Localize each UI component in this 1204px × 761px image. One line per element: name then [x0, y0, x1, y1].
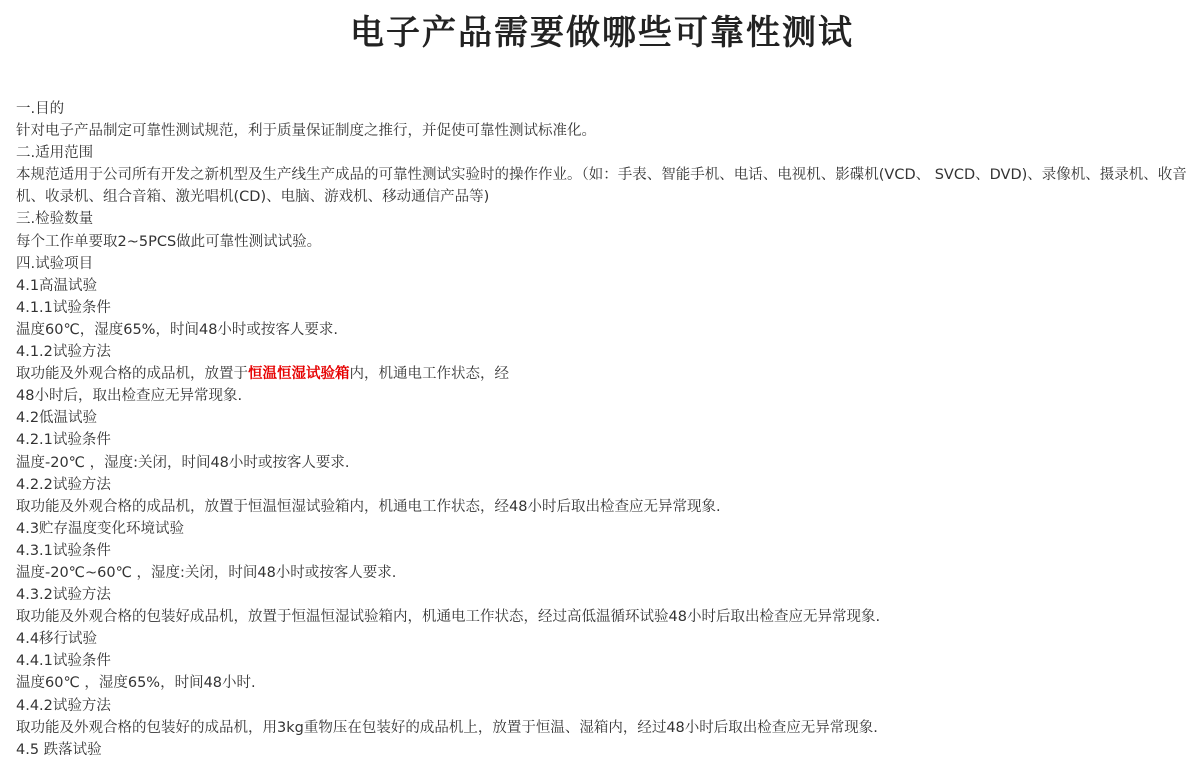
test-text-method-continued: 48小时后，取出检查应无异常现象. [16, 388, 243, 405]
test-heading-high-temp: 4.1高温试验 [16, 277, 98, 294]
test-subheading-method: 4.1.2试验方法 [16, 344, 111, 361]
test-text-method [16, 363, 1191, 385]
test-subheading-conditions: 4.4.1试验条件 [16, 653, 111, 670]
test-text-conditions: 温度-20℃ ，湿度:关闭，时间48小时或按客人要求. [16, 454, 350, 471]
section-text-quantity: 每个工作单要取2~5PCS做此可靠性测试试验。 [16, 233, 322, 250]
test-subheading-method: 4.2.2试验方法 [16, 476, 111, 493]
test-subheading-method: 4.4.2试验方法 [16, 697, 111, 714]
section-heading-test-items: 四.试验项目 [16, 255, 94, 272]
test-subheading-conditions: 4.1.1试验条件 [16, 299, 111, 316]
section-text-scope: 本规范适用于公司所有开发之新机型及生产线生产成品的可靠性测试实验时的操作作业。（如：手表、智能手机、电话、电视机、影碟机(VCD、 SVCD、DVD)、录像机、摄录机、收音机、收录机、组合音箱、激光唱机(CD)、电脑、游戏机、移动通信产品等) [16, 167, 1187, 206]
method-text-before-link: 取功能及外观合格的成品机，放置于 [16, 366, 248, 383]
test-text-conditions: 温度60℃ ，湿度65%，时间48小时. [16, 675, 256, 692]
section-heading-quantity: 三.检验数量 [16, 211, 94, 228]
section-heading-scope: 二.适用范围 [16, 145, 94, 162]
test-text-method: 取功能及外观合格的成品机，放置于恒温恒湿试验箱内，机通电工作状态，经48小时后取出检查应无异常现象. [16, 498, 721, 515]
method-text-after-link: 内，机通电工作状态，经 [349, 366, 509, 383]
test-text-conditions: 温度60℃，湿度65%，时间48小时或按客人要求. [16, 321, 339, 338]
test-subheading-conditions: 4.3.1试验条件 [16, 542, 111, 559]
test-text-method: 取功能及外观合格的包装好成品机，放置于恒温恒湿试验箱内，机通电工作状态，经过高低温循环试验48小时后取出检查应无异常现象. [16, 609, 881, 626]
test-subheading-conditions: 4.2.1试验条件 [16, 432, 111, 449]
test-heading-storage-temp-change: 4.3贮存温度变化环境试验 [16, 520, 185, 537]
page-title: 电子产品需要做哪些可靠性测试 [350, 13, 854, 53]
article-body [16, 98, 1191, 761]
test-subheading-method: 4.3.2试验方法 [16, 587, 111, 604]
chamber-keyword-link[interactable]: 恒温恒湿试验箱 [248, 366, 350, 383]
test-text-conditions: 温度-20℃~60℃ ，湿度:关闭，时间48小时或按客人要求. [16, 564, 397, 581]
section-text-purpose: 针对电子产品制定可靠性测试规范，利于质量保证制度之推行，并促使可靠性测试标准化。 [16, 123, 596, 140]
test-heading-low-temp: 4.2低温试验 [16, 410, 98, 427]
test-heading-migration: 4.4移行试验 [16, 631, 98, 648]
test-heading-drop: 4.5 跌落试验 [16, 741, 102, 758]
test-text-method: 取功能及外观合格的包装好的成品机，用3kg重物压在包装好的成品机上，放置于恒温、湿箱内，经过48小时后取出检查应无异常现象. [16, 719, 878, 736]
section-heading-purpose: 一.目的 [16, 101, 65, 117]
